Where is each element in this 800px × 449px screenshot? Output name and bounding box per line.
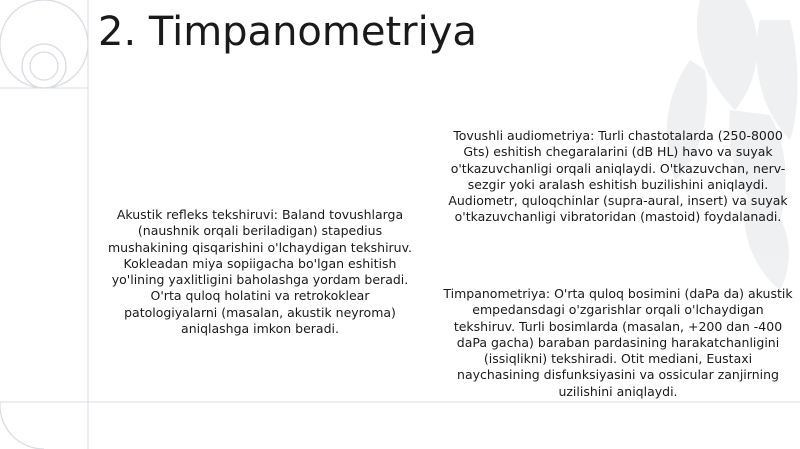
arc-decoration [0,402,44,449]
slide-title: 2. Timpanometriya [98,9,477,55]
tympanometry-text: Timpanometriya: O'rta quloq bosimini (daPa da) akustik empedansdagi o'zgarishlar orqali o'lchaydigan tekshiruv. Turli bosimlarda (masalan, +200 dan -400 daPa gacha) baraban pardasining harakatchanligini (issiqlikni) tekshiradi. Otit mediani, Eustaxi naychasining disfunksiyasini va ossicular zanjirning uzilishini aniqlaydi. [443,286,793,399]
acoustic-reflex-text: Akustik refleks tekshiruvi: Baland tovushlarga (naushnik orqali beriladigan) stapedius mushakining qisqarishini o'lchaydigan tekshiruv. Kokleadan miya sopiigacha bo'lgan eshitish yo'lining yaxlitligini baholashga yordam beradi. O'rta quloq holatini va retrokoklear patologiyalarni (masalan, akustik neyroma) aniqlashga imkon beradi. [107,207,413,337]
audiometry-text: Tovushli audiometriya: Turli chastotalarda (250-8000 Gts) eshitish chegaralarini (dB HL) havo va suyak o'tkazuvchanligi orqali aniqlaydi. O'tkazuvchan, nerv-sezgir yoki aralash eshitish buzilishini aniqlaydi. Audiometr, quloqchinlar (supra-aural, insert) va suyak o'tkazuvchanligi vibratoridan (mastoid) foydalanadi. [448,128,788,225]
circle-decoration [0,0,88,88]
